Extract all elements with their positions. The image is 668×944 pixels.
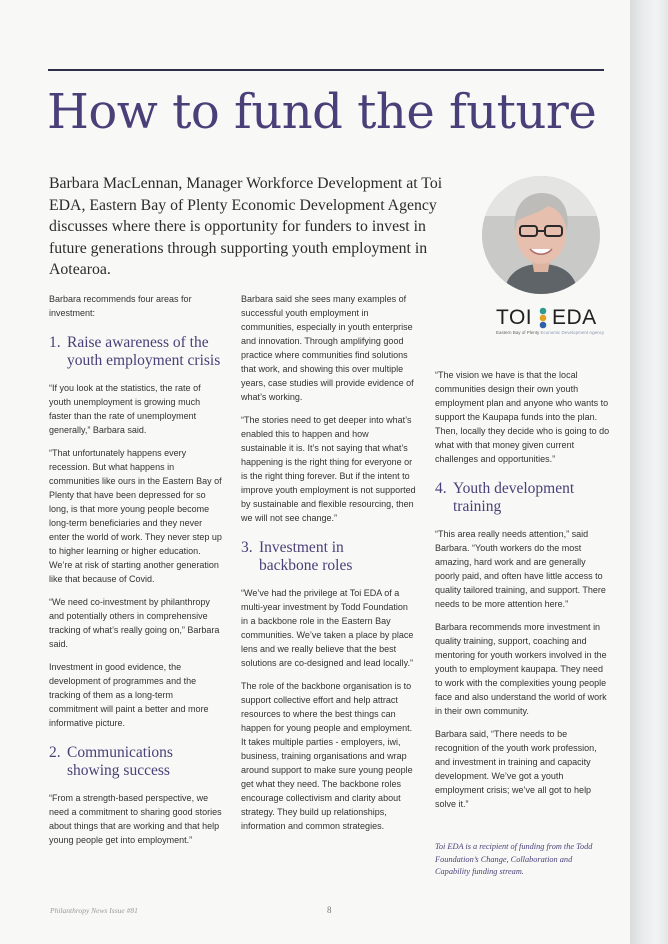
body-paragraph: “From a strength-based perspective, we need a commitment to sharing good stories about things that are working and that help young people get into employment.” bbox=[49, 793, 222, 845]
logo-word-left: TOI bbox=[496, 306, 533, 329]
body-paragraph: “That unfortunately happens every recession. But what happens in communities like ours in the Eastern Bay of Plenty that have been depressed for so long, is that more young people become long-term beneficiaries and they never enter the world of work. They never step up to higher learning or higher education. We’re at risk of starting another generation like that because of Covid. bbox=[49, 448, 222, 584]
page-spine-edge bbox=[630, 0, 668, 944]
body-paragraph: “We need co-investment by philanthropy and potentially others in comprehensive tracking of what’s really going on,” Barbara said. bbox=[49, 597, 220, 649]
section-heading-3: 3. Investment in backbone roles bbox=[241, 539, 353, 574]
body-paragraph: Investment in good evidence, the development of programmes and the tracking of them as a long-term commitment will paint a better and more informative picture. bbox=[49, 662, 209, 728]
logo-word-right: EDA bbox=[552, 306, 597, 329]
section-heading-1: 1. Raise awareness of the youth employment crisis bbox=[49, 334, 221, 369]
top-rule bbox=[48, 69, 604, 71]
page-number: 8 bbox=[327, 905, 332, 915]
footer-publication: Philanthropy News Issue #81 bbox=[50, 906, 138, 915]
page-title: How to fund the future bbox=[47, 84, 597, 140]
column-1 bbox=[49, 292, 222, 856]
body-paragraph: “If you look at the statistics, the rate of youth unemployment is growing much faster than the rate of unemployment generally,” Barbara said. bbox=[49, 383, 201, 435]
column-3 bbox=[435, 368, 610, 820]
body-paragraph: The role of the backbone organisation is to support collective effort and help attract resources to where the best things can happen for young people and employment. It takes multiple parties - employers, iwi, business, training organisations and wrap around support to make sure young people get what they need. The backbone roles encourage collectivism and clarity about strategy. They build up relationships, information and common strategies. bbox=[241, 681, 413, 831]
funding-caption: Toi EDA is a recipient of funding from the Todd Foundation’s Change, Collaboration and Capability funding stream. bbox=[435, 842, 593, 876]
body-paragraph: Barbara said, “There needs to be recognition of the youth work profession, and investment in training and capacity development. We’ve got a youth employment crisis; we’ve all got to help solve it.” bbox=[435, 729, 597, 809]
intro-paragraph: Barbara MacLennan, Manager Workforce Development at Toi EDA, Eastern Bay of Plenty Economic Development Agency discusses where there is opportunity for funders to invest in future generations through supporting youth employment in Aotearoa. bbox=[49, 175, 443, 278]
column-2 bbox=[241, 292, 416, 842]
body-paragraph: “The stories need to get deeper into what’s enabled this to happen and how sustainable it is. It’s not saying that what’s happening is the right thing for everyone or is the right thing forever. But if the intent to improve youth employment is not supported by sustainable and flexible resourcing, then we will not see change.” bbox=[241, 415, 416, 523]
body-paragraph: “The vision we have is that the local communities design their own youth employment plan and anyone who wants to support the Kaupapa funds into the plan. Then, locally they decide who is going to do what with that money given current challenges and opportunities.” bbox=[435, 370, 610, 464]
toi-eda-logo bbox=[496, 306, 605, 336]
portrait-photo bbox=[482, 176, 600, 294]
body-paragraph: “This area really needs attention,” said Barbara. “Youth workers do the most amazing, hard work and are generally poorly paid, and often have little access to quality tailored training, and support. There needs to be more attention here.” bbox=[435, 529, 606, 609]
body-paragraph: Barbara recommends more investment in quality training, support, coaching and mentoring for youth workers involved in the youth to employment kaupapa. They need to work with the complexities young people face and also understand the world of work in their own community. bbox=[435, 622, 607, 716]
body-paragraph: “We’ve had the privilege at Toi EDA of a multi-year investment by Todd Foundation in a backbone role in the Eastern Bay communities. We’ve taken a place by place lens and we really believe that the best solutions are co-designed and lead locally.” bbox=[241, 588, 414, 668]
section-heading-2: 2. Communications showing success bbox=[49, 744, 173, 779]
section-heading-4: 4. Youth development training bbox=[435, 480, 575, 515]
body-paragraph: Barbara said she sees many examples of successful youth employment in communities, especially in youth enterprise and innovation. Through amplifying good practice where communities find solutions that work, and showing this over multiple years, case studies will provide evidence of what’s working. bbox=[241, 294, 414, 402]
logo-mark-icon bbox=[537, 307, 549, 329]
body-paragraph: Barbara recommends four areas for investment: bbox=[49, 294, 192, 318]
logo-tagline: Eastern Bay of Plenty Economic Development Agency bbox=[496, 330, 605, 335]
